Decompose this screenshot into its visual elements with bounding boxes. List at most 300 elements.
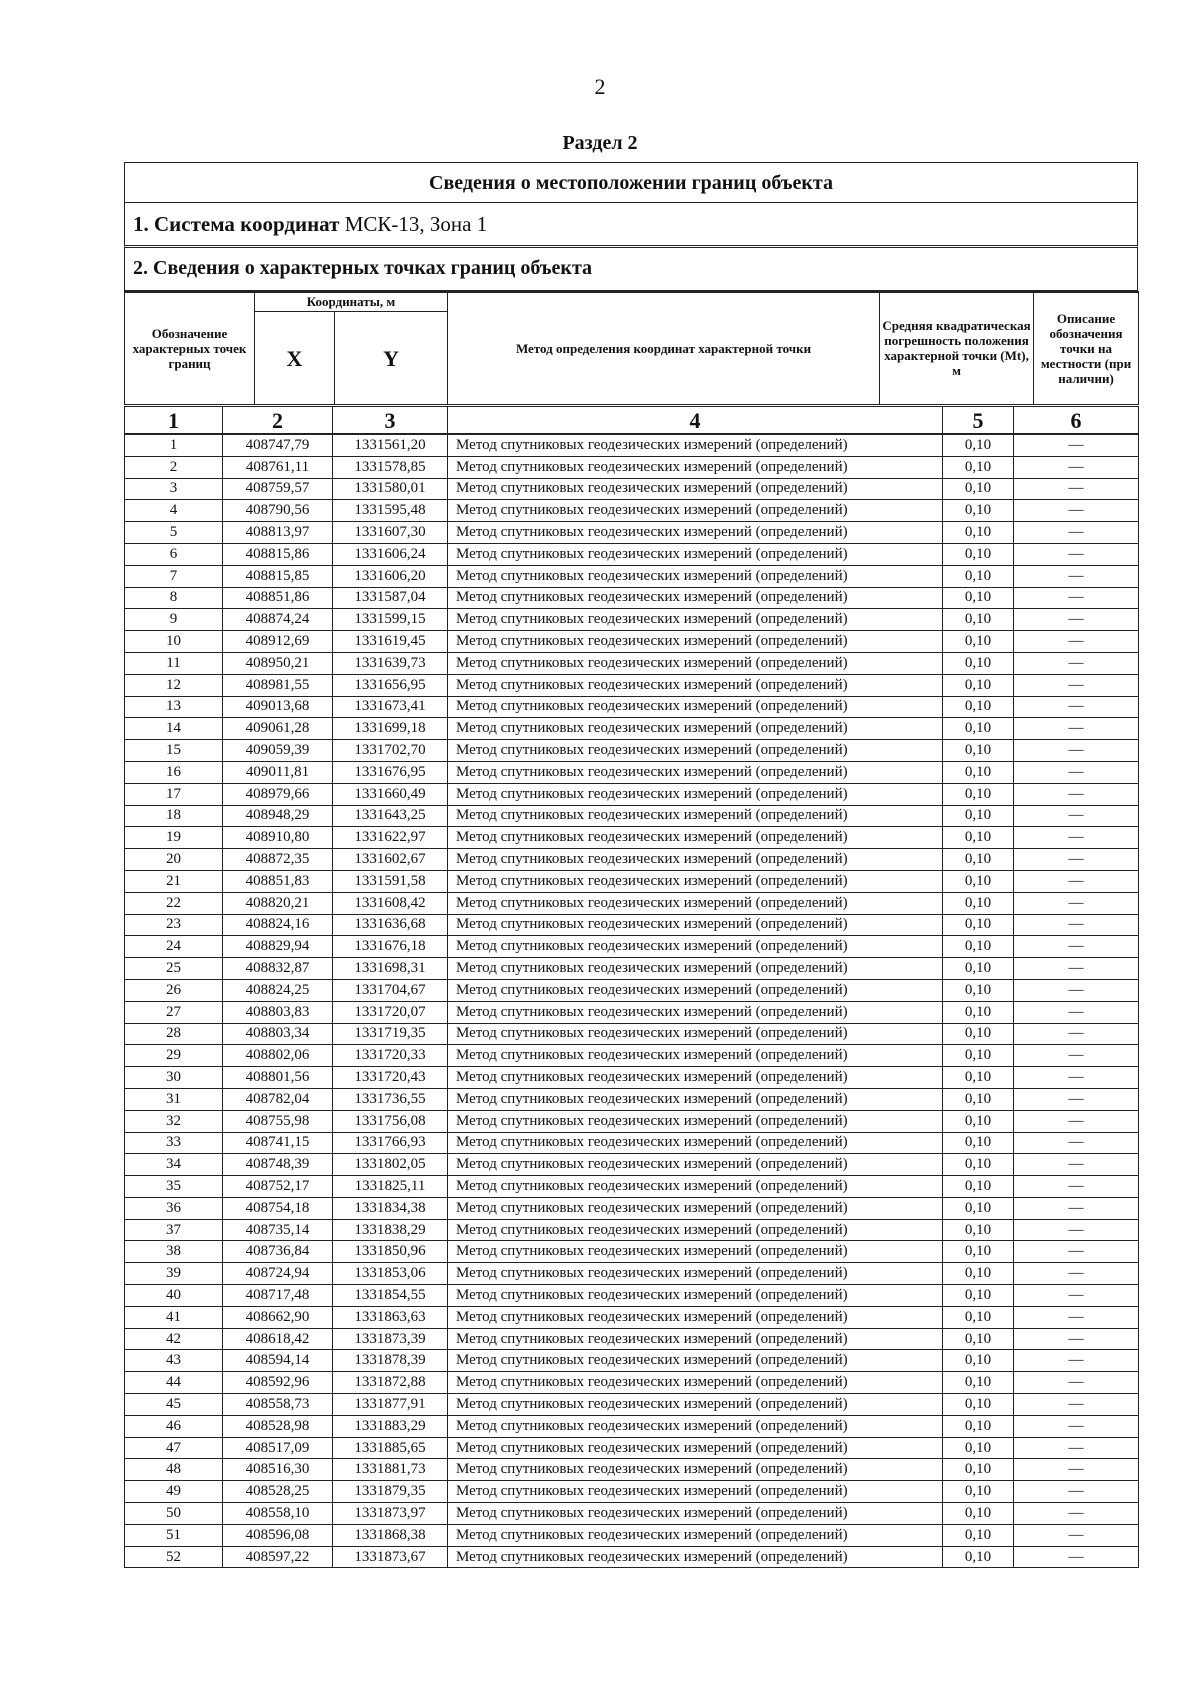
column-number: 3 bbox=[333, 407, 448, 435]
table-row bbox=[125, 914, 1139, 936]
table-row bbox=[125, 565, 1139, 587]
y-coordinate-cell: 1331676,95 bbox=[333, 761, 448, 783]
error-cell: 0,10 bbox=[943, 522, 1014, 544]
table-row bbox=[125, 500, 1139, 522]
method-cell: Метод спутниковых геодезических измерений (определений) bbox=[448, 1372, 943, 1394]
description-cell: — bbox=[1014, 740, 1139, 762]
column-number: 6 bbox=[1014, 407, 1139, 435]
description-cell: — bbox=[1014, 892, 1139, 914]
point-number-cell: 5 bbox=[125, 522, 223, 544]
point-number-cell: 42 bbox=[125, 1328, 223, 1350]
x-coordinate-cell: 408824,16 bbox=[223, 914, 333, 936]
description-cell: — bbox=[1014, 1023, 1139, 1045]
y-coordinate-cell: 1331719,35 bbox=[333, 1023, 448, 1045]
error-cell: 0,10 bbox=[943, 674, 1014, 696]
x-coordinate-cell: 408755,98 bbox=[223, 1110, 333, 1132]
table-row bbox=[125, 674, 1139, 696]
point-number-cell: 47 bbox=[125, 1437, 223, 1459]
description-cell: — bbox=[1014, 1328, 1139, 1350]
table-row bbox=[125, 587, 1139, 609]
header-method: Метод определения координат характерной точки bbox=[448, 292, 880, 405]
y-coordinate-cell: 1331607,30 bbox=[333, 522, 448, 544]
error-cell: 0,10 bbox=[943, 849, 1014, 871]
table-row bbox=[125, 1110, 1139, 1132]
page-number: 2 bbox=[594, 74, 606, 99]
point-number-cell: 37 bbox=[125, 1219, 223, 1241]
method-cell: Метод спутниковых геодезических измерений (определений) bbox=[448, 587, 943, 609]
y-coordinate-cell: 1331834,38 bbox=[333, 1197, 448, 1219]
y-coordinate-cell: 1331872,88 bbox=[333, 1372, 448, 1394]
table-row bbox=[125, 827, 1139, 849]
y-coordinate-cell: 1331883,29 bbox=[333, 1415, 448, 1437]
description-cell: — bbox=[1014, 696, 1139, 718]
method-cell: Метод спутниковых геодезических измерений (определений) bbox=[448, 718, 943, 740]
method-cell: Метод спутниковых геодезических измерений (определений) bbox=[448, 1285, 943, 1307]
column-number: 4 bbox=[448, 407, 943, 435]
x-coordinate-cell: 408754,18 bbox=[223, 1197, 333, 1219]
point-number-cell: 11 bbox=[125, 652, 223, 674]
description-cell: — bbox=[1014, 1394, 1139, 1416]
error-cell: 0,10 bbox=[943, 805, 1014, 827]
method-cell: Метод спутниковых геодезических измерений (определений) bbox=[448, 522, 943, 544]
table-row bbox=[125, 522, 1139, 544]
point-number-cell: 18 bbox=[125, 805, 223, 827]
table-row bbox=[125, 1372, 1139, 1394]
method-cell: Метод спутниковых геодезических измерений (определений) bbox=[448, 1394, 943, 1416]
table-row bbox=[125, 434, 1139, 456]
table-row bbox=[125, 456, 1139, 478]
table-row bbox=[125, 1481, 1139, 1503]
x-coordinate-cell: 408950,21 bbox=[223, 652, 333, 674]
y-coordinate-cell: 1331660,49 bbox=[333, 783, 448, 805]
y-coordinate-cell: 1331606,24 bbox=[333, 543, 448, 565]
method-cell: Метод спутниковых геодезических измерений (определений) bbox=[448, 1546, 943, 1568]
description-cell: — bbox=[1014, 1372, 1139, 1394]
method-cell: Метод спутниковых геодезических измерений (определений) bbox=[448, 1067, 943, 1089]
table-row bbox=[125, 1306, 1139, 1328]
x-coordinate-cell: 408782,04 bbox=[223, 1088, 333, 1110]
error-cell: 0,10 bbox=[943, 1415, 1014, 1437]
section-title: Раздел 2 bbox=[562, 132, 638, 154]
y-coordinate-cell: 1331580,01 bbox=[333, 478, 448, 500]
points-table bbox=[124, 406, 1139, 1568]
description-cell: — bbox=[1014, 478, 1139, 500]
error-cell: 0,10 bbox=[943, 740, 1014, 762]
header-y: Y bbox=[335, 312, 448, 405]
table-row bbox=[125, 609, 1139, 631]
table-row bbox=[125, 783, 1139, 805]
x-coordinate-cell: 408829,94 bbox=[223, 936, 333, 958]
error-cell: 0,10 bbox=[943, 565, 1014, 587]
x-coordinate-cell: 408874,24 bbox=[223, 609, 333, 631]
description-cell: — bbox=[1014, 1285, 1139, 1307]
error-cell: 0,10 bbox=[943, 1263, 1014, 1285]
table-row bbox=[125, 1546, 1139, 1568]
method-cell: Метод спутниковых геодезических измерений (определений) bbox=[448, 1415, 943, 1437]
description-cell: — bbox=[1014, 1045, 1139, 1067]
point-number-cell: 14 bbox=[125, 718, 223, 740]
points-table-body bbox=[125, 407, 1139, 1568]
point-number-cell: 19 bbox=[125, 827, 223, 849]
error-cell: 0,10 bbox=[943, 1328, 1014, 1350]
description-cell: — bbox=[1014, 783, 1139, 805]
y-coordinate-cell: 1331881,73 bbox=[333, 1459, 448, 1481]
method-cell: Метод спутниковых геодезических измерений (определений) bbox=[448, 500, 943, 522]
description-cell: — bbox=[1014, 1503, 1139, 1525]
description-cell: — bbox=[1014, 1132, 1139, 1154]
method-cell: Метод спутниковых геодезических измерений (определений) bbox=[448, 456, 943, 478]
method-cell: Метод спутниковых геодезических измерений (определений) bbox=[448, 543, 943, 565]
error-cell: 0,10 bbox=[943, 1481, 1014, 1503]
point-number-cell: 15 bbox=[125, 740, 223, 762]
point-number-cell: 30 bbox=[125, 1067, 223, 1089]
x-coordinate-cell: 408851,86 bbox=[223, 587, 333, 609]
method-cell: Метод спутниковых геодезических измерений (определений) bbox=[448, 1459, 943, 1481]
method-cell: Метод спутниковых геодезических измерений (определений) bbox=[448, 892, 943, 914]
x-coordinate-cell: 408717,48 bbox=[223, 1285, 333, 1307]
method-cell: Метод спутниковых геодезических измерений (определений) bbox=[448, 1328, 943, 1350]
point-number-cell: 7 bbox=[125, 565, 223, 587]
point-number-cell: 12 bbox=[125, 674, 223, 696]
error-cell: 0,10 bbox=[943, 936, 1014, 958]
coord-system bbox=[125, 203, 1137, 245]
point-number-cell: 34 bbox=[125, 1154, 223, 1176]
error-cell: 0,10 bbox=[943, 1285, 1014, 1307]
y-coordinate-cell: 1331561,20 bbox=[333, 434, 448, 456]
x-coordinate-cell: 408790,56 bbox=[223, 500, 333, 522]
x-coordinate-cell: 408948,29 bbox=[223, 805, 333, 827]
method-cell: Метод спутниковых геодезических измерений (определений) bbox=[448, 740, 943, 762]
description-cell: — bbox=[1014, 500, 1139, 522]
error-cell: 0,10 bbox=[943, 1154, 1014, 1176]
description-cell: — bbox=[1014, 631, 1139, 653]
coord-system-box bbox=[124, 202, 1138, 248]
x-coordinate-cell: 409011,81 bbox=[223, 761, 333, 783]
y-coordinate-cell: 1331873,67 bbox=[333, 1546, 448, 1568]
table-row bbox=[125, 1241, 1139, 1263]
method-cell: Метод спутниковых геодезических измерений (определений) bbox=[448, 870, 943, 892]
point-number-cell: 38 bbox=[125, 1241, 223, 1263]
description-cell: — bbox=[1014, 1437, 1139, 1459]
error-cell: 0,10 bbox=[943, 587, 1014, 609]
method-cell: Метод спутниковых геодезических измерений (определений) bbox=[448, 1503, 943, 1525]
x-coordinate-cell: 408813,97 bbox=[223, 522, 333, 544]
table-row bbox=[125, 1023, 1139, 1045]
x-coordinate-cell: 408832,87 bbox=[223, 958, 333, 980]
x-coordinate-cell: 408594,14 bbox=[223, 1350, 333, 1372]
description-cell: — bbox=[1014, 958, 1139, 980]
description-cell: — bbox=[1014, 1415, 1139, 1437]
main-title: Сведения о местоположении границ объекта bbox=[429, 172, 833, 194]
y-coordinate-cell: 1331838,29 bbox=[333, 1219, 448, 1241]
x-coordinate-cell: 408759,57 bbox=[223, 478, 333, 500]
error-cell: 0,10 bbox=[943, 1045, 1014, 1067]
point-number-cell: 52 bbox=[125, 1546, 223, 1568]
error-cell: 0,10 bbox=[943, 718, 1014, 740]
method-cell: Метод спутниковых геодезических измерений (определений) bbox=[448, 783, 943, 805]
method-cell: Метод спутниковых геодезических измерений (определений) bbox=[448, 434, 943, 456]
error-cell: 0,10 bbox=[943, 500, 1014, 522]
method-cell: Метод спутниковых геодезических измерений (определений) bbox=[448, 849, 943, 871]
error-cell: 0,10 bbox=[943, 761, 1014, 783]
main-title-box bbox=[124, 162, 1138, 203]
table-row bbox=[125, 631, 1139, 653]
point-number-cell: 50 bbox=[125, 1503, 223, 1525]
error-cell: 0,10 bbox=[943, 979, 1014, 1001]
table-row bbox=[125, 652, 1139, 674]
point-number-cell: 16 bbox=[125, 761, 223, 783]
description-cell: — bbox=[1014, 1481, 1139, 1503]
column-number: 2 bbox=[223, 407, 333, 435]
point-number-cell: 43 bbox=[125, 1350, 223, 1372]
y-coordinate-cell: 1331756,08 bbox=[333, 1110, 448, 1132]
y-coordinate-cell: 1331578,85 bbox=[333, 456, 448, 478]
point-number-cell: 49 bbox=[125, 1481, 223, 1503]
method-cell: Метод спутниковых геодезических измерений (определений) bbox=[448, 1437, 943, 1459]
x-coordinate-cell: 408815,85 bbox=[223, 565, 333, 587]
description-cell: — bbox=[1014, 434, 1139, 456]
method-cell: Метод спутниковых геодезических измерений (определений) bbox=[448, 936, 943, 958]
point-number-cell: 35 bbox=[125, 1176, 223, 1198]
description-cell: — bbox=[1014, 761, 1139, 783]
y-coordinate-cell: 1331595,48 bbox=[333, 500, 448, 522]
table-row bbox=[125, 1437, 1139, 1459]
method-cell: Метод спутниковых геодезических измерений (определений) bbox=[448, 1154, 943, 1176]
method-cell: Метод спутниковых геодезических измерений (определений) bbox=[448, 1306, 943, 1328]
error-cell: 0,10 bbox=[943, 870, 1014, 892]
x-coordinate-cell: 408741,15 bbox=[223, 1132, 333, 1154]
y-coordinate-cell: 1331854,55 bbox=[333, 1285, 448, 1307]
table-row bbox=[125, 1154, 1139, 1176]
point-number-cell: 1 bbox=[125, 434, 223, 456]
description-cell: — bbox=[1014, 652, 1139, 674]
error-cell: 0,10 bbox=[943, 1132, 1014, 1154]
point-number-cell: 2 bbox=[125, 456, 223, 478]
table-header bbox=[124, 291, 1139, 405]
x-coordinate-cell: 408981,55 bbox=[223, 674, 333, 696]
table-row bbox=[125, 1415, 1139, 1437]
x-coordinate-cell: 408558,73 bbox=[223, 1394, 333, 1416]
method-cell: Метод спутниковых геодезических измерений (определений) bbox=[448, 979, 943, 1001]
x-coordinate-cell: 408979,66 bbox=[223, 783, 333, 805]
method-cell: Метод спутниковых геодезических измерений (определений) bbox=[448, 1110, 943, 1132]
method-cell: Метод спутниковых геодезических измерений (определений) bbox=[448, 805, 943, 827]
method-cell: Метод спутниковых геодезических измерений (определений) bbox=[448, 1132, 943, 1154]
y-coordinate-cell: 1331720,43 bbox=[333, 1067, 448, 1089]
y-coordinate-cell: 1331868,38 bbox=[333, 1524, 448, 1546]
method-cell: Метод спутниковых геодезических измерений (определений) bbox=[448, 1524, 943, 1546]
method-cell: Метод спутниковых геодезических измерений (определений) bbox=[448, 1088, 943, 1110]
header-x: X bbox=[255, 312, 335, 405]
x-coordinate-cell: 409013,68 bbox=[223, 696, 333, 718]
description-cell: — bbox=[1014, 1241, 1139, 1263]
x-coordinate-cell: 408517,09 bbox=[223, 1437, 333, 1459]
y-coordinate-cell: 1331656,95 bbox=[333, 674, 448, 696]
header-error: Средняя квадратическая погрешность положения характерной точки (Mt), м bbox=[880, 292, 1034, 405]
point-number-cell: 45 bbox=[125, 1394, 223, 1416]
error-cell: 0,10 bbox=[943, 1394, 1014, 1416]
error-cell: 0,10 bbox=[943, 652, 1014, 674]
description-cell: — bbox=[1014, 543, 1139, 565]
x-coordinate-cell: 408747,79 bbox=[223, 434, 333, 456]
table-row bbox=[125, 1088, 1139, 1110]
table-row bbox=[125, 718, 1139, 740]
coord-system-value: МСК-13, Зона 1 bbox=[344, 212, 488, 236]
error-cell: 0,10 bbox=[943, 1067, 1014, 1089]
method-cell: Метод спутниковых геодезических измерений (определений) bbox=[448, 914, 943, 936]
method-cell: Метод спутниковых геодезических измерений (определений) bbox=[448, 1219, 943, 1241]
column-numbers-row bbox=[125, 407, 1139, 435]
point-number-cell: 51 bbox=[125, 1524, 223, 1546]
point-number-cell: 27 bbox=[125, 1001, 223, 1023]
x-coordinate-cell: 408558,10 bbox=[223, 1503, 333, 1525]
error-cell: 0,10 bbox=[943, 1306, 1014, 1328]
point-number-cell: 9 bbox=[125, 609, 223, 631]
y-coordinate-cell: 1331602,67 bbox=[333, 849, 448, 871]
description-cell: — bbox=[1014, 1001, 1139, 1023]
error-cell: 0,10 bbox=[943, 914, 1014, 936]
x-coordinate-cell: 408516,30 bbox=[223, 1459, 333, 1481]
y-coordinate-cell: 1331766,93 bbox=[333, 1132, 448, 1154]
x-coordinate-cell: 408851,83 bbox=[223, 870, 333, 892]
error-cell: 0,10 bbox=[943, 1459, 1014, 1481]
description-cell: — bbox=[1014, 1088, 1139, 1110]
description-cell: — bbox=[1014, 1263, 1139, 1285]
description-cell: — bbox=[1014, 1459, 1139, 1481]
description-cell: — bbox=[1014, 936, 1139, 958]
error-cell: 0,10 bbox=[943, 456, 1014, 478]
table-row bbox=[125, 1503, 1139, 1525]
error-cell: 0,10 bbox=[943, 1088, 1014, 1110]
description-cell: — bbox=[1014, 609, 1139, 631]
description-cell: — bbox=[1014, 587, 1139, 609]
error-cell: 0,10 bbox=[943, 478, 1014, 500]
x-coordinate-cell: 408752,17 bbox=[223, 1176, 333, 1198]
error-cell: 0,10 bbox=[943, 892, 1014, 914]
description-cell: — bbox=[1014, 979, 1139, 1001]
x-coordinate-cell: 408618,42 bbox=[223, 1328, 333, 1350]
description-cell: — bbox=[1014, 1154, 1139, 1176]
y-coordinate-cell: 1331591,58 bbox=[333, 870, 448, 892]
description-cell: — bbox=[1014, 456, 1139, 478]
error-cell: 0,10 bbox=[943, 1546, 1014, 1568]
method-cell: Метод спутниковых геодезических измерений (определений) bbox=[448, 1045, 943, 1067]
point-number-cell: 13 bbox=[125, 696, 223, 718]
method-cell: Метод спутниковых геодезических измерений (определений) bbox=[448, 674, 943, 696]
error-cell: 0,10 bbox=[943, 543, 1014, 565]
x-coordinate-cell: 408802,06 bbox=[223, 1045, 333, 1067]
table-row bbox=[125, 849, 1139, 871]
method-cell: Метод спутниковых геодезических измерений (определений) bbox=[448, 478, 943, 500]
point-number-cell: 48 bbox=[125, 1459, 223, 1481]
x-coordinate-cell: 408803,34 bbox=[223, 1023, 333, 1045]
y-coordinate-cell: 1331802,05 bbox=[333, 1154, 448, 1176]
table-row bbox=[125, 1459, 1139, 1481]
x-coordinate-cell: 408761,11 bbox=[223, 456, 333, 478]
x-coordinate-cell: 408910,80 bbox=[223, 827, 333, 849]
error-cell: 0,10 bbox=[943, 434, 1014, 456]
table-row bbox=[125, 1524, 1139, 1546]
description-cell: — bbox=[1014, 870, 1139, 892]
point-number-cell: 4 bbox=[125, 500, 223, 522]
description-cell: — bbox=[1014, 718, 1139, 740]
table-row bbox=[125, 892, 1139, 914]
y-coordinate-cell: 1331736,55 bbox=[333, 1088, 448, 1110]
y-coordinate-cell: 1331702,70 bbox=[333, 740, 448, 762]
point-number-cell: 25 bbox=[125, 958, 223, 980]
x-coordinate-cell: 408872,35 bbox=[223, 849, 333, 871]
method-cell: Метод спутниковых геодезических измерений (определений) bbox=[448, 1263, 943, 1285]
error-cell: 0,10 bbox=[943, 1176, 1014, 1198]
error-cell: 0,10 bbox=[943, 696, 1014, 718]
point-number-cell: 17 bbox=[125, 783, 223, 805]
method-cell: Метод спутниковых геодезических измерений (определений) bbox=[448, 827, 943, 849]
method-cell: Метод спутниковых геодезических измерений (определений) bbox=[448, 1481, 943, 1503]
method-cell: Метод спутниковых геодезических измерений (определений) bbox=[448, 696, 943, 718]
error-cell: 0,10 bbox=[943, 1197, 1014, 1219]
x-coordinate-cell: 408748,39 bbox=[223, 1154, 333, 1176]
point-number-cell: 23 bbox=[125, 914, 223, 936]
description-cell: — bbox=[1014, 1067, 1139, 1089]
point-number-cell: 31 bbox=[125, 1088, 223, 1110]
y-coordinate-cell: 1331720,07 bbox=[333, 1001, 448, 1023]
table-row bbox=[125, 1394, 1139, 1416]
y-coordinate-cell: 1331850,96 bbox=[333, 1241, 448, 1263]
error-cell: 0,10 bbox=[943, 1350, 1014, 1372]
point-number-cell: 44 bbox=[125, 1372, 223, 1394]
description-cell: — bbox=[1014, 1197, 1139, 1219]
coord-system-label: 1. Система координат bbox=[133, 212, 340, 236]
y-coordinate-cell: 1331863,63 bbox=[333, 1306, 448, 1328]
y-coordinate-cell: 1331704,67 bbox=[333, 979, 448, 1001]
x-coordinate-cell: 408592,96 bbox=[223, 1372, 333, 1394]
error-cell: 0,10 bbox=[943, 1372, 1014, 1394]
x-coordinate-cell: 408596,08 bbox=[223, 1524, 333, 1546]
table-row bbox=[125, 1219, 1139, 1241]
x-coordinate-cell: 408724,94 bbox=[223, 1263, 333, 1285]
point-number-cell: 20 bbox=[125, 849, 223, 871]
x-coordinate-cell: 408824,25 bbox=[223, 979, 333, 1001]
x-coordinate-cell: 408736,84 bbox=[223, 1241, 333, 1263]
y-coordinate-cell: 1331873,97 bbox=[333, 1503, 448, 1525]
point-number-cell: 36 bbox=[125, 1197, 223, 1219]
y-coordinate-cell: 1331699,18 bbox=[333, 718, 448, 740]
y-coordinate-cell: 1331643,25 bbox=[333, 805, 448, 827]
point-number-cell: 32 bbox=[125, 1110, 223, 1132]
error-cell: 0,10 bbox=[943, 958, 1014, 980]
table-row bbox=[125, 805, 1139, 827]
y-coordinate-cell: 1331619,45 bbox=[333, 631, 448, 653]
x-coordinate-cell: 409061,28 bbox=[223, 718, 333, 740]
x-coordinate-cell: 408735,14 bbox=[223, 1219, 333, 1241]
x-coordinate-cell: 408820,21 bbox=[223, 892, 333, 914]
point-number-cell: 3 bbox=[125, 478, 223, 500]
table-row bbox=[125, 1067, 1139, 1089]
points-title-box bbox=[124, 247, 1138, 293]
error-cell: 0,10 bbox=[943, 1503, 1014, 1525]
x-coordinate-cell: 408801,56 bbox=[223, 1067, 333, 1089]
method-cell: Метод спутниковых геодезических измерений (определений) bbox=[448, 1350, 943, 1372]
y-coordinate-cell: 1331853,06 bbox=[333, 1263, 448, 1285]
header-designation: Обозначение характерных точек границ bbox=[125, 292, 255, 405]
table-row bbox=[125, 740, 1139, 762]
point-number-cell: 40 bbox=[125, 1285, 223, 1307]
method-cell: Метод спутниковых геодезических измерений (определений) bbox=[448, 761, 943, 783]
point-number-cell: 22 bbox=[125, 892, 223, 914]
y-coordinate-cell: 1331879,35 bbox=[333, 1481, 448, 1503]
description-cell: — bbox=[1014, 1350, 1139, 1372]
point-number-cell: 39 bbox=[125, 1263, 223, 1285]
